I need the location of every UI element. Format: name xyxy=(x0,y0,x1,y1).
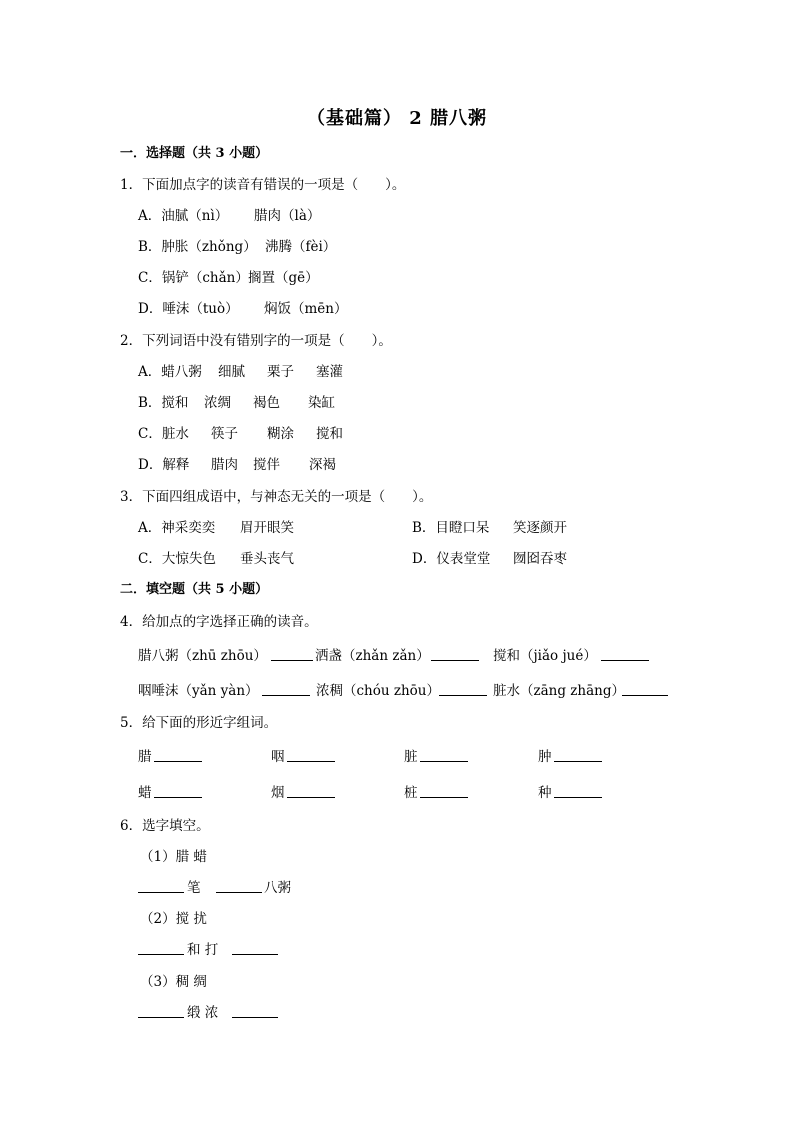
q5-row2-char4: 种 xyxy=(538,785,552,801)
q6-part1-label: （1）腊 蜡 xyxy=(140,849,207,865)
q2-option-b-1: B．搅和 xyxy=(138,395,189,411)
q2-option-b-4: 染缸 xyxy=(308,395,335,411)
q2-option-d-1: D．解释 xyxy=(138,457,190,473)
q5-row1-blank1[interactable] xyxy=(154,748,202,762)
q4-row2-item1: 咽唾沫（yǎn yàn） xyxy=(138,683,259,699)
q6-part2-blank1[interactable] xyxy=(138,941,184,955)
q4-row2-blank3[interactable] xyxy=(622,682,668,696)
q4-row1-blank2[interactable] xyxy=(431,647,479,661)
q4-row2-item2: 浓稠（chóu zhōu） xyxy=(316,683,440,699)
q2-option-c-4: 搅和 xyxy=(316,426,343,442)
q3-option-a-second: 眉开眼笑 xyxy=(240,520,294,536)
q2-option-a-1: A．蜡八粥 xyxy=(138,364,202,380)
q2-option-c-3: 糊涂 xyxy=(267,426,294,442)
q6-part3-label: （3）稠 绸 xyxy=(140,974,207,990)
q5-row2-blank2[interactable] xyxy=(287,784,335,798)
q5-row1-blank2[interactable] xyxy=(287,748,335,762)
q2-option-d-4: 深褐 xyxy=(309,457,336,473)
q1-option-a-second: 腊肉（là） xyxy=(254,208,321,224)
page-title: （基础篇） 2 腊八粥 xyxy=(306,108,488,129)
q5-row1-blank4[interactable] xyxy=(554,748,602,762)
q1-option-b-first: B．肿胀（zhǒng） xyxy=(138,239,257,255)
q5-row2-char1: 蜡 xyxy=(138,785,152,801)
q6-part3-words: 缎 浓 xyxy=(187,1005,219,1021)
q5-row1-char1: 腊 xyxy=(138,749,152,765)
q2-option-c-2: 筷子 xyxy=(211,426,238,442)
q4-row1-blank1[interactable] xyxy=(271,647,313,661)
q5-row2-char3: 桩 xyxy=(404,785,418,801)
q5-row1-char2: 咽 xyxy=(271,749,285,765)
q1-option-a-first: A．油腻（nì） xyxy=(138,208,229,224)
q4-row2-blank2[interactable] xyxy=(439,682,487,696)
q1-option-d-first: D．唾沫（tuò） xyxy=(138,301,239,317)
q6-part2-blank2[interactable] xyxy=(232,941,278,955)
q5-row2-blank4[interactable] xyxy=(554,784,602,798)
question-5-stem: 5．给下面的形近字组词。 xyxy=(120,715,278,731)
q3-option-b-second: 笑逐颜开 xyxy=(513,520,567,536)
section-heading-fill: 二．填空题（共 5 小题） xyxy=(120,582,269,597)
q5-row2-char2: 烟 xyxy=(271,785,285,801)
q5-row1-char3: 脏 xyxy=(404,749,418,765)
q6-part1-word1: 笔 xyxy=(187,880,201,896)
question-4-stem: 4．给加点的字选择正确的读音。 xyxy=(120,614,318,630)
question-3-stem: 3．下面四组成语中，与神态无关的一项是（ ）。 xyxy=(120,489,433,505)
q2-option-c-1: C．脏水 xyxy=(138,426,189,442)
q3-option-c-first: C．大惊失色 xyxy=(138,551,216,567)
q2-option-a-3: 栗子 xyxy=(267,364,294,380)
q2-option-a-4: 塞灌 xyxy=(316,364,343,380)
q1-option-d-second: 焖饭（mēn） xyxy=(264,301,348,317)
q6-part3-blank1[interactable] xyxy=(138,1004,184,1018)
q4-row2-item3: 脏水（zāng zhāng） xyxy=(493,683,625,699)
q2-option-b-3: 褐色 xyxy=(253,395,280,411)
q5-row1-char4: 肿 xyxy=(538,749,552,765)
section-heading-choice: 一．选择题（共 3 小题） xyxy=(120,146,269,161)
q3-option-b-first: B．目瞪口呆 xyxy=(412,520,490,536)
q6-part3-blank2[interactable] xyxy=(232,1004,278,1018)
q3-option-c-second: 垂头丧气 xyxy=(240,551,294,567)
q4-row1-item1 xyxy=(138,647,267,665)
q6-part2-words: 和 打 xyxy=(187,942,219,958)
q4-row1-blank3[interactable] xyxy=(601,647,649,661)
q5-row1-blank3[interactable] xyxy=(420,748,468,762)
q4-row1-item1-text: 腊八粥（zhū zhōu） xyxy=(138,648,267,664)
q2-option-d-2: 腊肉 xyxy=(211,457,238,473)
q4-row1-item2: 洒盏（zhǎn zǎn） xyxy=(315,648,430,664)
q6-part1-word2: 八粥 xyxy=(264,880,291,896)
question-6-stem: 6．选字填空。 xyxy=(120,818,210,834)
q1-option-c-first: C．锅铲（chǎn） xyxy=(138,270,249,286)
q3-option-d-second: 囫囵吞枣 xyxy=(513,551,567,567)
q4-row2-blank1[interactable] xyxy=(262,682,310,696)
q3-option-d-first: D．仪表堂堂 xyxy=(412,551,491,567)
question-1-stem: 1．下面加点字的读音有错误的一项是（ ）。 xyxy=(120,177,406,193)
q2-option-b-2: 浓绸 xyxy=(204,395,231,411)
q1-option-a xyxy=(138,207,228,225)
q2-option-a-2: 细腻 xyxy=(218,364,245,380)
q1-option-c-second: 搁置（gē） xyxy=(248,270,319,286)
q2-option-d-3: 搅伴 xyxy=(253,457,280,473)
q6-part1-blank2[interactable] xyxy=(216,879,262,893)
q3-option-a-first: A．神采奕奕 xyxy=(138,520,216,536)
q4-row1-item3: 搅和（jiǎo jué） xyxy=(493,648,597,664)
q5-row2-blank3[interactable] xyxy=(420,784,468,798)
q6-part1-blank1[interactable] xyxy=(138,879,184,893)
q5-row2-blank1[interactable] xyxy=(154,784,202,798)
q1-option-b-second: 沸腾（fèi） xyxy=(265,239,337,255)
question-2-stem: 2．下列词语中没有错别字的一项是（ ）。 xyxy=(120,333,392,349)
q6-part2-label: （2）搅 扰 xyxy=(140,911,207,927)
